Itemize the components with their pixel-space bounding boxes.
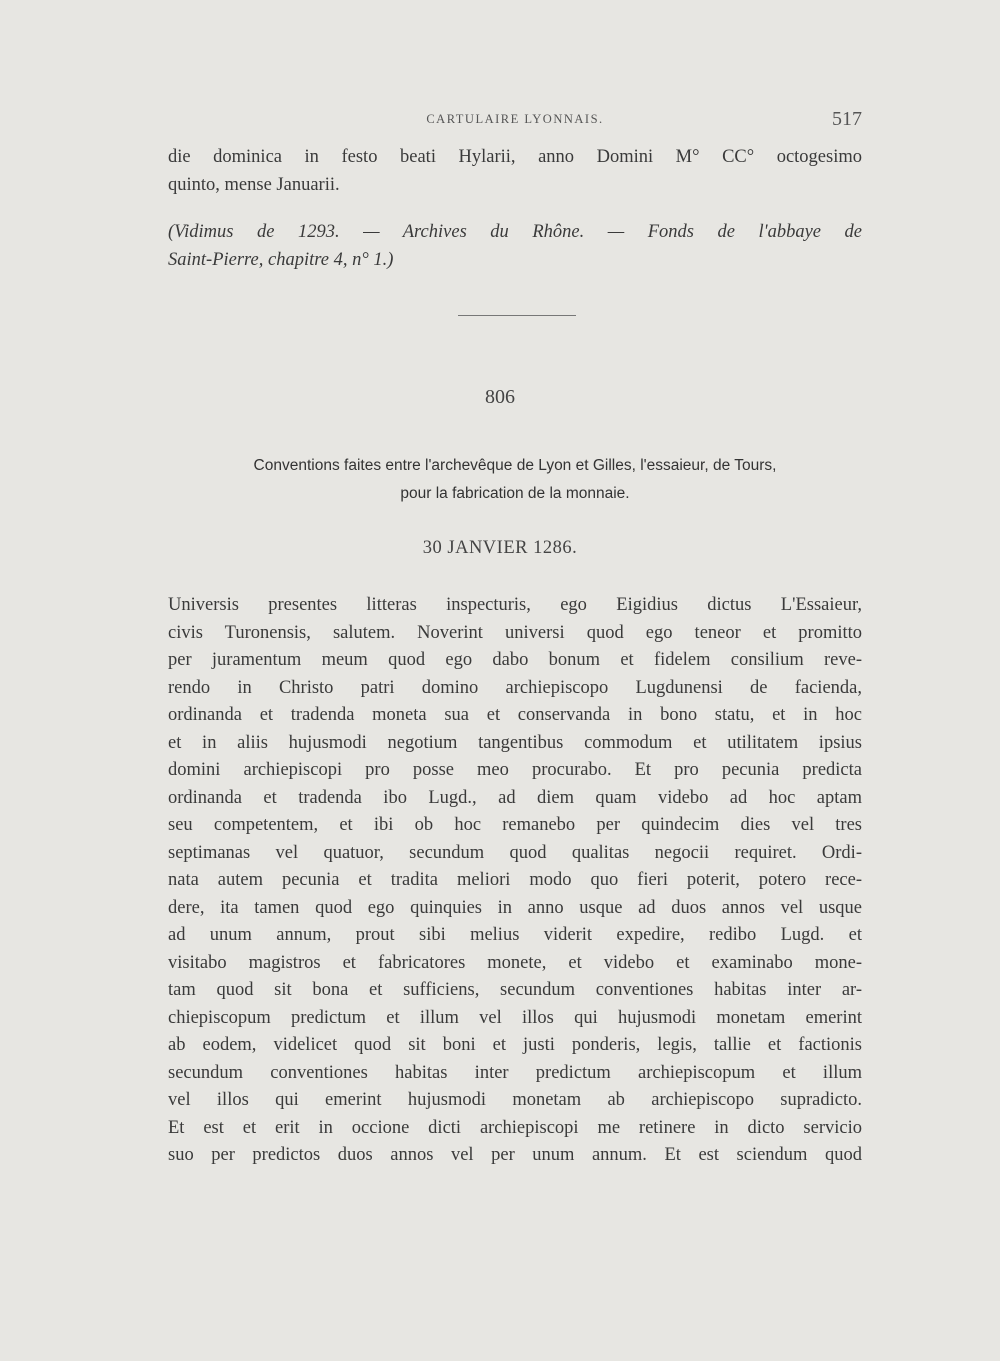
text-line: chiepiscopum predictum et illum vel illos qui hujusmodi monetam emerint — [168, 1007, 862, 1028]
title-line: pour la fabrication de la monnaie. — [400, 485, 630, 502]
text-line: (Vidimus de 1293. — Archives du Rhône. — Fonds de l'abbaye de — [168, 222, 862, 242]
intro-paragraph — [168, 144, 862, 199]
text-line: Universis presentes litteras inspecturis, ego Eigidius dictus L'Essaieur, — [168, 595, 862, 615]
document-title — [168, 452, 862, 508]
text-line: et in aliis hujusmodi negotium tangentibus commodum et utilitatem ipsius — [168, 732, 862, 753]
title-line: Conventions faites entre l'archevêque de Lyon et Gilles, l'essaieur, de Tours, — [253, 457, 777, 474]
text-line: die dominica in festo beati Hylarii, anno Domini M° CC° octogesimo — [168, 147, 862, 167]
text-line: dere, ita tamen quod ego quinquies in anno usque ad duos annos vel usque — [168, 897, 862, 918]
text-line: seu competentem, et ibi ob hoc remanebo per quindecim dies vel tres — [168, 815, 862, 835]
text-line: domini archiepiscopi pro posse meo procurabo. Et pro pecunia predicta — [168, 760, 862, 780]
section-divider — [458, 315, 576, 316]
text-line: Et est et erit in occione dicti archiepiscopi me retinere in dicto servicio — [168, 1117, 862, 1138]
document-number: 806 — [485, 386, 515, 408]
text-line: tam quod sit bona et sufficiens, secundum conventiones habitas inter ar- — [168, 980, 862, 1000]
text-line: quinto, mense Januarii. — [168, 174, 340, 195]
text-line: suo per predictos duos annos vel per unum annum. Et est sciendum quod — [168, 1145, 862, 1165]
text-line: ab eodem, videlicet quod sit boni et justi ponderis, legis, tallie et factionis — [168, 1035, 862, 1055]
text-line: rendo in Christo patri domino archiepiscopo Lugdunensi de facienda, — [168, 677, 862, 698]
text-line: vel illos qui emerint hujusmodi monetam ab archiepiscopo supradicto. — [168, 1090, 862, 1110]
page-header — [168, 108, 862, 134]
text-line: civis Turonensis, salutem. Noverint universi quod ego teneor et promitto — [168, 622, 862, 643]
text-line: septimanas vel quatuor, secundum quod qualitas negocii requiret. Ordi- — [168, 842, 862, 863]
source-note — [168, 219, 862, 274]
text-line: nata autem pecunia et tradita meliori modo quo fieri poterit, potero rece- — [168, 870, 862, 890]
document-date: 30 JANVIER 1286. — [422, 538, 578, 558]
page-number: 517 — [832, 108, 862, 130]
text-line: visitabo magistros et fabricatores monete, et videbo et examinabo mone- — [168, 952, 862, 973]
text-line: Saint-Pierre, chapitre 4, n° 1.) — [168, 249, 394, 270]
document-body — [168, 592, 862, 1170]
text-line: ordinanda et tradenda moneta sua et conservanda in bono statu, et in hoc — [168, 705, 862, 725]
running-title: CARTULAIRE LYONNAIS. — [426, 112, 604, 126]
text-line: secundum conventiones habitas inter predictum archiepiscopum et illum — [168, 1062, 862, 1083]
text-line: per juramentum meum quod ego dabo bonum et fidelem consilium reve- — [168, 650, 862, 670]
text-line: ad unum annum, prout sibi melius viderit expedire, redibo Lugd. et — [168, 925, 862, 945]
text-line: ordinanda et tradenda ibo Lugd., ad diem quam videbo ad hoc aptam — [168, 787, 862, 808]
